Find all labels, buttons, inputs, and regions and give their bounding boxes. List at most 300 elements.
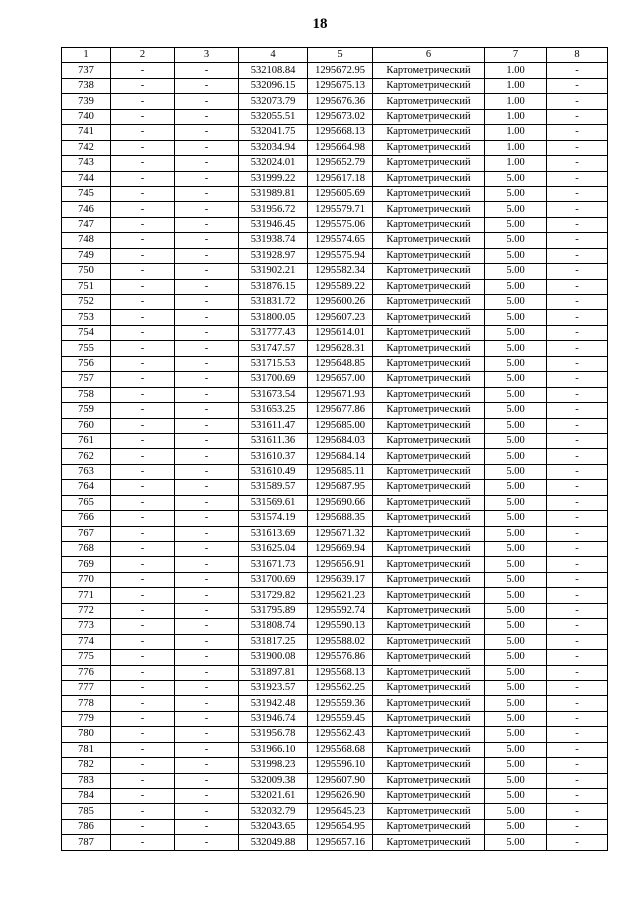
method-cell: Картометрический xyxy=(373,511,485,526)
x-coordinate-cell: 532032.79 xyxy=(239,804,308,819)
col8-value-cell: - xyxy=(547,248,608,263)
table-row xyxy=(62,279,608,294)
col3-value-cell: - xyxy=(175,186,239,201)
y-coordinate-cell: 1295639.17 xyxy=(308,572,373,587)
x-coordinate-cell: 531671.73 xyxy=(239,557,308,572)
col8-value-cell: - xyxy=(547,711,608,726)
accuracy-cell: 5.00 xyxy=(485,433,547,448)
y-coordinate-cell: 1295671.93 xyxy=(308,387,373,402)
table-row xyxy=(62,650,608,665)
accuracy-cell: 5.00 xyxy=(485,233,547,248)
col8-value-cell: - xyxy=(547,464,608,479)
y-coordinate-cell: 1295607.90 xyxy=(308,773,373,788)
x-coordinate-cell: 532009.38 xyxy=(239,773,308,788)
point-number-cell: 746 xyxy=(62,202,111,217)
col3-value-cell: - xyxy=(175,619,239,634)
table-row xyxy=(62,464,608,479)
col8-value-cell: - xyxy=(547,650,608,665)
y-coordinate-cell: 1295664.98 xyxy=(308,140,373,155)
point-number-cell: 761 xyxy=(62,433,111,448)
accuracy-cell: 5.00 xyxy=(485,295,547,310)
col2-value-cell: - xyxy=(111,202,175,217)
accuracy-cell: 1.00 xyxy=(485,156,547,171)
accuracy-cell: 1.00 xyxy=(485,125,547,140)
col3-value-cell: - xyxy=(175,449,239,464)
accuracy-cell: 5.00 xyxy=(485,310,547,325)
method-cell: Картометрический xyxy=(373,248,485,263)
table-row xyxy=(62,727,608,742)
y-coordinate-cell: 1295657.00 xyxy=(308,372,373,387)
y-coordinate-cell: 1295675.13 xyxy=(308,78,373,93)
col2-value-cell: - xyxy=(111,248,175,263)
y-coordinate-cell: 1295600.26 xyxy=(308,295,373,310)
point-number-cell: 744 xyxy=(62,171,111,186)
point-number-cell: 747 xyxy=(62,217,111,232)
x-coordinate-cell: 531938.74 xyxy=(239,233,308,248)
x-coordinate-cell: 531808.74 xyxy=(239,619,308,634)
x-coordinate-cell: 531747.57 xyxy=(239,341,308,356)
x-coordinate-cell: 531610.37 xyxy=(239,449,308,464)
col2-value-cell: - xyxy=(111,217,175,232)
table-row xyxy=(62,557,608,572)
x-coordinate-cell: 531923.57 xyxy=(239,680,308,695)
col2-value-cell: - xyxy=(111,603,175,618)
table-row xyxy=(62,526,608,541)
col8-value-cell: - xyxy=(547,217,608,232)
col3-value-cell: - xyxy=(175,295,239,310)
point-number-cell: 739 xyxy=(62,94,111,109)
col3-value-cell: - xyxy=(175,279,239,294)
y-coordinate-cell: 1295588.02 xyxy=(308,634,373,649)
col2-value-cell: - xyxy=(111,542,175,557)
point-number-cell: 786 xyxy=(62,819,111,834)
y-coordinate-cell: 1295562.25 xyxy=(308,680,373,695)
col3-value-cell: - xyxy=(175,125,239,140)
table-row xyxy=(62,140,608,155)
x-coordinate-cell: 531653.25 xyxy=(239,403,308,418)
x-coordinate-cell: 531928.97 xyxy=(239,248,308,263)
y-coordinate-cell: 1295648.85 xyxy=(308,356,373,371)
table-row xyxy=(62,418,608,433)
y-coordinate-cell: 1295672.95 xyxy=(308,63,373,78)
point-number-cell: 787 xyxy=(62,835,111,850)
col8-value-cell: - xyxy=(547,696,608,711)
header-row xyxy=(62,48,608,63)
x-coordinate-cell: 531902.21 xyxy=(239,264,308,279)
y-coordinate-cell: 1295684.03 xyxy=(308,433,373,448)
col2-value-cell: - xyxy=(111,356,175,371)
col3-value-cell: - xyxy=(175,217,239,232)
accuracy-cell: 5.00 xyxy=(485,789,547,804)
method-cell: Картометрический xyxy=(373,495,485,510)
accuracy-cell: 5.00 xyxy=(485,217,547,232)
y-coordinate-cell: 1295605.69 xyxy=(308,186,373,201)
table-row xyxy=(62,325,608,340)
col3-value-cell: - xyxy=(175,773,239,788)
x-coordinate-cell: 532024.01 xyxy=(239,156,308,171)
table-row xyxy=(62,202,608,217)
col8-value-cell: - xyxy=(547,295,608,310)
col3-value-cell: - xyxy=(175,171,239,186)
x-coordinate-cell: 531956.78 xyxy=(239,727,308,742)
col3-value-cell: - xyxy=(175,480,239,495)
x-coordinate-cell: 531625.04 xyxy=(239,542,308,557)
point-number-cell: 772 xyxy=(62,603,111,618)
table-row xyxy=(62,511,608,526)
col8-value-cell: - xyxy=(547,495,608,510)
col2-value-cell: - xyxy=(111,341,175,356)
col2-value-cell: - xyxy=(111,464,175,479)
method-cell: Картометрический xyxy=(373,727,485,742)
method-cell: Картометрический xyxy=(373,325,485,340)
col2-value-cell: - xyxy=(111,418,175,433)
table-row xyxy=(62,264,608,279)
accuracy-cell: 5.00 xyxy=(485,603,547,618)
point-number-cell: 757 xyxy=(62,372,111,387)
column-header-4: 4 xyxy=(239,48,308,63)
col2-value-cell: - xyxy=(111,372,175,387)
col8-value-cell: - xyxy=(547,109,608,124)
method-cell: Картометрический xyxy=(373,387,485,402)
y-coordinate-cell: 1295656.91 xyxy=(308,557,373,572)
method-cell: Картометрический xyxy=(373,171,485,186)
method-cell: Картометрический xyxy=(373,418,485,433)
table-row xyxy=(62,217,608,232)
method-cell: Картометрический xyxy=(373,356,485,371)
accuracy-cell: 5.00 xyxy=(485,480,547,495)
point-number-cell: 755 xyxy=(62,341,111,356)
y-coordinate-cell: 1295607.23 xyxy=(308,310,373,325)
col8-value-cell: - xyxy=(547,619,608,634)
x-coordinate-cell: 531611.36 xyxy=(239,433,308,448)
col8-value-cell: - xyxy=(547,480,608,495)
y-coordinate-cell: 1295669.94 xyxy=(308,542,373,557)
accuracy-cell: 5.00 xyxy=(485,186,547,201)
col8-value-cell: - xyxy=(547,758,608,773)
accuracy-cell: 5.00 xyxy=(485,758,547,773)
x-coordinate-cell: 531956.72 xyxy=(239,202,308,217)
table-row xyxy=(62,310,608,325)
y-coordinate-cell: 1295677.86 xyxy=(308,403,373,418)
accuracy-cell: 5.00 xyxy=(485,819,547,834)
table-body xyxy=(62,63,608,850)
table-row xyxy=(62,156,608,171)
col8-value-cell: - xyxy=(547,78,608,93)
col2-value-cell: - xyxy=(111,634,175,649)
method-cell: Картометрический xyxy=(373,464,485,479)
y-coordinate-cell: 1295652.79 xyxy=(308,156,373,171)
table-row xyxy=(62,603,608,618)
point-number-cell: 771 xyxy=(62,588,111,603)
method-cell: Картометрический xyxy=(373,372,485,387)
y-coordinate-cell: 1295626.90 xyxy=(308,789,373,804)
y-coordinate-cell: 1295559.36 xyxy=(308,696,373,711)
accuracy-cell: 5.00 xyxy=(485,464,547,479)
col3-value-cell: - xyxy=(175,526,239,541)
method-cell: Картометрический xyxy=(373,63,485,78)
accuracy-cell: 5.00 xyxy=(485,171,547,186)
col3-value-cell: - xyxy=(175,325,239,340)
y-coordinate-cell: 1295562.43 xyxy=(308,727,373,742)
x-coordinate-cell: 532096.15 xyxy=(239,78,308,93)
col8-value-cell: - xyxy=(547,742,608,757)
y-coordinate-cell: 1295654.95 xyxy=(308,819,373,834)
table-row xyxy=(62,588,608,603)
table-row xyxy=(62,742,608,757)
accuracy-cell: 5.00 xyxy=(485,248,547,263)
table-row xyxy=(62,495,608,510)
method-cell: Картометрический xyxy=(373,526,485,541)
accuracy-cell: 5.00 xyxy=(485,835,547,850)
accuracy-cell: 5.00 xyxy=(485,542,547,557)
accuracy-cell: 5.00 xyxy=(485,727,547,742)
x-coordinate-cell: 531946.74 xyxy=(239,711,308,726)
col3-value-cell: - xyxy=(175,680,239,695)
col3-value-cell: - xyxy=(175,433,239,448)
method-cell: Картометрический xyxy=(373,665,485,680)
method-cell: Картометрический xyxy=(373,78,485,93)
point-number-cell: 763 xyxy=(62,464,111,479)
method-cell: Картометрический xyxy=(373,140,485,155)
point-number-cell: 742 xyxy=(62,140,111,155)
y-coordinate-cell: 1295687.95 xyxy=(308,480,373,495)
col8-value-cell: - xyxy=(547,125,608,140)
table-row xyxy=(62,634,608,649)
point-number-cell: 770 xyxy=(62,572,111,587)
accuracy-cell: 1.00 xyxy=(485,78,547,93)
y-coordinate-cell: 1295668.13 xyxy=(308,125,373,140)
col2-value-cell: - xyxy=(111,449,175,464)
accuracy-cell: 1.00 xyxy=(485,94,547,109)
table-row xyxy=(62,387,608,402)
col2-value-cell: - xyxy=(111,78,175,93)
accuracy-cell: 5.00 xyxy=(485,372,547,387)
method-cell: Картометрический xyxy=(373,341,485,356)
point-number-cell: 768 xyxy=(62,542,111,557)
col3-value-cell: - xyxy=(175,727,239,742)
y-coordinate-cell: 1295671.32 xyxy=(308,526,373,541)
point-number-cell: 776 xyxy=(62,665,111,680)
col8-value-cell: - xyxy=(547,572,608,587)
point-number-cell: 751 xyxy=(62,279,111,294)
col3-value-cell: - xyxy=(175,156,239,171)
col3-value-cell: - xyxy=(175,634,239,649)
column-header-3: 3 xyxy=(175,48,239,63)
table-row xyxy=(62,186,608,201)
accuracy-cell: 5.00 xyxy=(485,341,547,356)
x-coordinate-cell: 531900.08 xyxy=(239,650,308,665)
method-cell: Картометрический xyxy=(373,202,485,217)
x-coordinate-cell: 531610.49 xyxy=(239,464,308,479)
y-coordinate-cell: 1295690.66 xyxy=(308,495,373,510)
table-row xyxy=(62,789,608,804)
table-row xyxy=(62,758,608,773)
col2-value-cell: - xyxy=(111,433,175,448)
table-row xyxy=(62,542,608,557)
col3-value-cell: - xyxy=(175,387,239,402)
col8-value-cell: - xyxy=(547,372,608,387)
x-coordinate-cell: 532043.65 xyxy=(239,819,308,834)
point-number-cell: 779 xyxy=(62,711,111,726)
col3-value-cell: - xyxy=(175,264,239,279)
col3-value-cell: - xyxy=(175,94,239,109)
x-coordinate-cell: 532073.79 xyxy=(239,94,308,109)
y-coordinate-cell: 1295574.65 xyxy=(308,233,373,248)
x-coordinate-cell: 531777.43 xyxy=(239,325,308,340)
col3-value-cell: - xyxy=(175,248,239,263)
col8-value-cell: - xyxy=(547,511,608,526)
col2-value-cell: - xyxy=(111,279,175,294)
x-coordinate-cell: 531715.53 xyxy=(239,356,308,371)
y-coordinate-cell: 1295582.34 xyxy=(308,264,373,279)
col3-value-cell: - xyxy=(175,403,239,418)
method-cell: Картометрический xyxy=(373,603,485,618)
accuracy-cell: 5.00 xyxy=(485,403,547,418)
page-number: 18 xyxy=(312,16,328,32)
point-number-cell: 753 xyxy=(62,310,111,325)
x-coordinate-cell: 531998.23 xyxy=(239,758,308,773)
method-cell: Картометрический xyxy=(373,557,485,572)
method-cell: Картометрический xyxy=(373,186,485,201)
method-cell: Картометрический xyxy=(373,94,485,109)
table-row xyxy=(62,835,608,850)
col8-value-cell: - xyxy=(547,542,608,557)
method-cell: Картометрический xyxy=(373,680,485,695)
col3-value-cell: - xyxy=(175,63,239,78)
col3-value-cell: - xyxy=(175,603,239,618)
col8-value-cell: - xyxy=(547,634,608,649)
col2-value-cell: - xyxy=(111,325,175,340)
method-cell: Картометрический xyxy=(373,773,485,788)
y-coordinate-cell: 1295684.14 xyxy=(308,449,373,464)
col8-value-cell: - xyxy=(547,433,608,448)
point-number-cell: 750 xyxy=(62,264,111,279)
col8-value-cell: - xyxy=(547,403,608,418)
accuracy-cell: 5.00 xyxy=(485,202,547,217)
col3-value-cell: - xyxy=(175,588,239,603)
method-cell: Картометрический xyxy=(373,109,485,124)
accuracy-cell: 5.00 xyxy=(485,495,547,510)
col8-value-cell: - xyxy=(547,341,608,356)
col3-value-cell: - xyxy=(175,758,239,773)
col2-value-cell: - xyxy=(111,526,175,541)
table-row xyxy=(62,341,608,356)
column-header-2: 2 xyxy=(111,48,175,63)
point-number-cell: 743 xyxy=(62,156,111,171)
col2-value-cell: - xyxy=(111,650,175,665)
x-coordinate-cell: 532021.61 xyxy=(239,789,308,804)
x-coordinate-cell: 531817.25 xyxy=(239,634,308,649)
col2-value-cell: - xyxy=(111,835,175,850)
accuracy-cell: 5.00 xyxy=(485,773,547,788)
col2-value-cell: - xyxy=(111,295,175,310)
accuracy-cell: 5.00 xyxy=(485,279,547,294)
x-coordinate-cell: 531946.45 xyxy=(239,217,308,232)
table-row xyxy=(62,804,608,819)
accuracy-cell: 5.00 xyxy=(485,711,547,726)
col2-value-cell: - xyxy=(111,727,175,742)
method-cell: Картометрический xyxy=(373,789,485,804)
x-coordinate-cell: 532049.88 xyxy=(239,835,308,850)
accuracy-cell: 1.00 xyxy=(485,140,547,155)
column-header-1: 1 xyxy=(62,48,111,63)
col8-value-cell: - xyxy=(547,325,608,340)
table-row xyxy=(62,94,608,109)
col3-value-cell: - xyxy=(175,372,239,387)
x-coordinate-cell: 532041.75 xyxy=(239,125,308,140)
method-cell: Картометрический xyxy=(373,572,485,587)
col3-value-cell: - xyxy=(175,310,239,325)
col2-value-cell: - xyxy=(111,387,175,402)
col3-value-cell: - xyxy=(175,495,239,510)
table-row xyxy=(62,711,608,726)
col2-value-cell: - xyxy=(111,140,175,155)
col3-value-cell: - xyxy=(175,650,239,665)
method-cell: Картометрический xyxy=(373,711,485,726)
table-row xyxy=(62,356,608,371)
point-number-cell: 783 xyxy=(62,773,111,788)
col3-value-cell: - xyxy=(175,572,239,587)
y-coordinate-cell: 1295596.10 xyxy=(308,758,373,773)
col8-value-cell: - xyxy=(547,835,608,850)
point-number-cell: 766 xyxy=(62,511,111,526)
x-coordinate-cell: 531569.61 xyxy=(239,495,308,510)
col2-value-cell: - xyxy=(111,63,175,78)
method-cell: Картометрический xyxy=(373,264,485,279)
table-row xyxy=(62,433,608,448)
col2-value-cell: - xyxy=(111,758,175,773)
method-cell: Картометрический xyxy=(373,403,485,418)
col2-value-cell: - xyxy=(111,619,175,634)
y-coordinate-cell: 1295645.23 xyxy=(308,804,373,819)
col8-value-cell: - xyxy=(547,449,608,464)
y-coordinate-cell: 1295685.11 xyxy=(308,464,373,479)
y-coordinate-cell: 1295688.35 xyxy=(308,511,373,526)
y-coordinate-cell: 1295676.36 xyxy=(308,94,373,109)
x-coordinate-cell: 531729.82 xyxy=(239,588,308,603)
method-cell: Картометрический xyxy=(373,449,485,464)
column-header-7: 7 xyxy=(485,48,547,63)
col3-value-cell: - xyxy=(175,140,239,155)
y-coordinate-cell: 1295575.94 xyxy=(308,248,373,263)
x-coordinate-cell: 531831.72 xyxy=(239,295,308,310)
method-cell: Картометрический xyxy=(373,634,485,649)
point-number-cell: 740 xyxy=(62,109,111,124)
col3-value-cell: - xyxy=(175,819,239,834)
table-row xyxy=(62,449,608,464)
table-row xyxy=(62,372,608,387)
x-coordinate-cell: 531700.69 xyxy=(239,372,308,387)
x-coordinate-cell: 531613.69 xyxy=(239,526,308,541)
col8-value-cell: - xyxy=(547,603,608,618)
method-cell: Картометрический xyxy=(373,650,485,665)
col3-value-cell: - xyxy=(175,542,239,557)
table-header xyxy=(62,48,608,63)
accuracy-cell: 5.00 xyxy=(485,619,547,634)
col3-value-cell: - xyxy=(175,804,239,819)
accuracy-cell: 5.00 xyxy=(485,356,547,371)
col2-value-cell: - xyxy=(111,711,175,726)
table-row xyxy=(62,773,608,788)
y-coordinate-cell: 1295685.00 xyxy=(308,418,373,433)
col8-value-cell: - xyxy=(547,171,608,186)
x-coordinate-cell: 531574.19 xyxy=(239,511,308,526)
x-coordinate-cell: 531942.48 xyxy=(239,696,308,711)
point-number-cell: 778 xyxy=(62,696,111,711)
col8-value-cell: - xyxy=(547,680,608,695)
coordinates-table xyxy=(61,47,608,851)
col2-value-cell: - xyxy=(111,696,175,711)
